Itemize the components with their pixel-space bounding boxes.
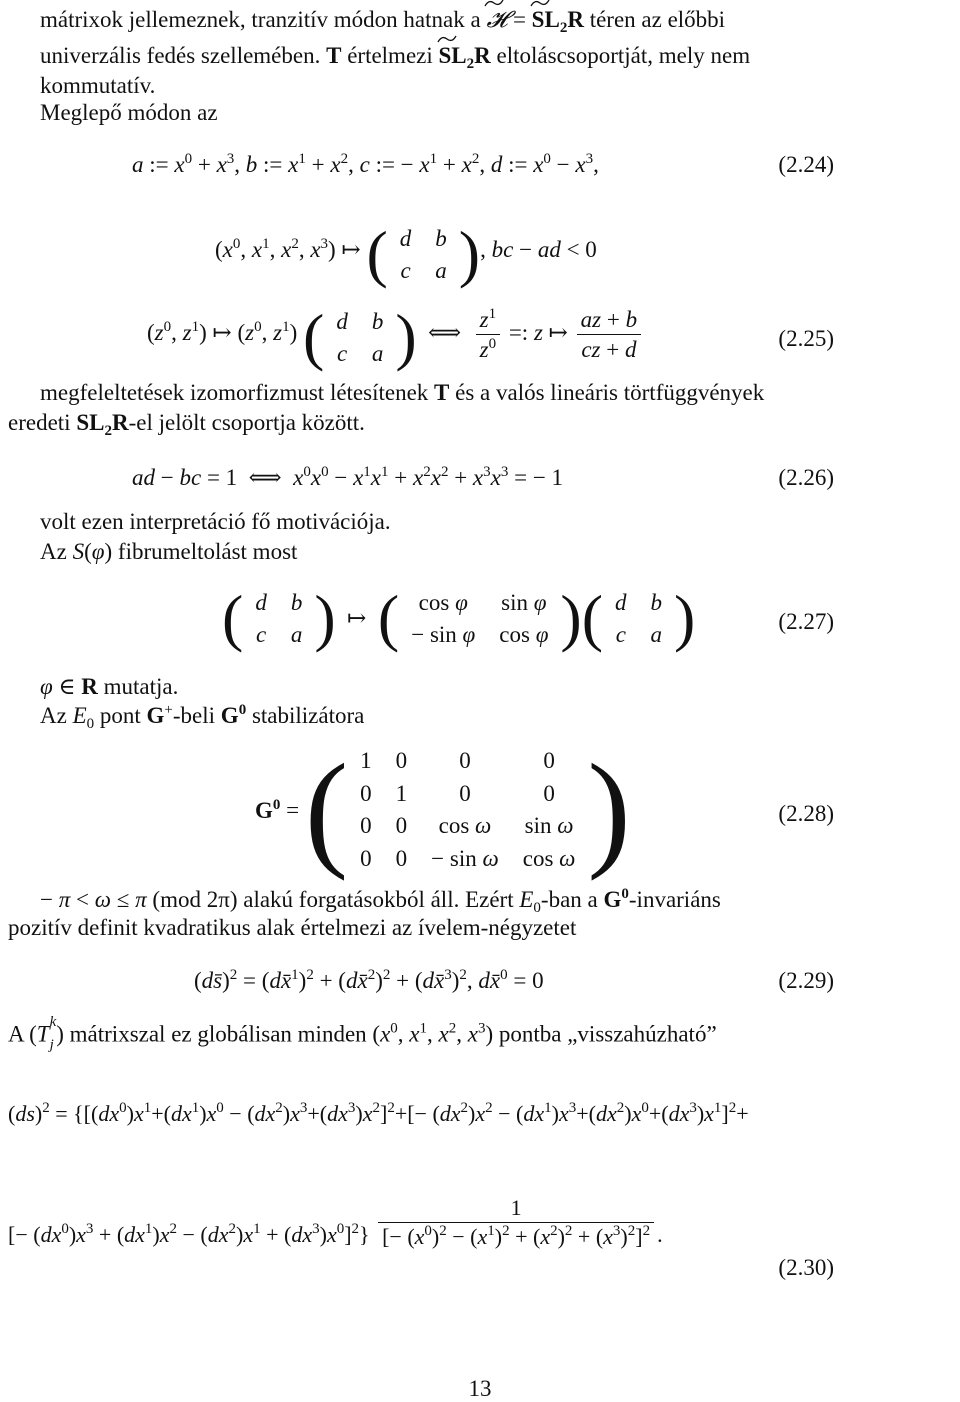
text: univerzális fedés szellemében. bbox=[40, 43, 321, 68]
text: pont bbox=[99, 703, 141, 728]
equation-map: ($x^0$, $x^1$, $x^2$, $x^3$) ↦ ( d b c a ) , bc − ad < 0 bbox=[215, 218, 597, 289]
text: téren az előbbi bbox=[589, 7, 726, 32]
text: Az bbox=[40, 539, 67, 564]
equation-2-29: (ds̄)$^2$ = (dx̄$^1$)$^2$ + (dx̄$^2$)$^2$ + (dx̄$^3$)$^2$, dx̄$^0$ = 0 bbox=[194, 967, 544, 993]
text: és a valós lineáris törtfüggvények bbox=[455, 380, 765, 405]
text: mátrixszal ez globálisan minden bbox=[69, 1021, 367, 1047]
text-line-12: pozitív definit kvadratikus alak értelmezi az ívelem-négyzetet bbox=[8, 915, 577, 940]
eq-number: (2.30) bbox=[778, 1255, 834, 1280]
equation-2-28: $G^0$ = ( 1 0 0 0 0 1 0 0 0 0 cos ω sin ω 0 0 − sin ω cos ω ) bbox=[255, 738, 631, 882]
text-line-8: Az S(φ) fibrumeltolást most bbox=[40, 539, 298, 564]
text: -ban a bbox=[540, 887, 598, 912]
eq-number: (2.28) bbox=[778, 801, 834, 826]
text: eltoláscsoportját, mely nem bbox=[496, 43, 751, 68]
text-line-3: kommutatív. bbox=[40, 73, 156, 98]
text: pontba „visszahúzható” bbox=[498, 1021, 717, 1047]
text: mátrixok jellemeznek, tranzitív módon hatnak a bbox=[40, 7, 481, 32]
text: értelmezi bbox=[347, 43, 433, 68]
text-line-4: Meglepő módon az bbox=[40, 100, 218, 125]
text-line-10: Az $E_0$ pont G+-beli $G^0$ stabilizátora bbox=[40, 702, 365, 732]
text-line-7: volt ezen interpretáció fő motivációja. bbox=[40, 509, 391, 534]
text: -el jelölt csoportja között. bbox=[128, 410, 365, 435]
equation-2-26: ad − bc = 1 ⟺ $x^0x^0 - x^1x^1 + x^2x^2 + x^3x^3$ = − 1 bbox=[132, 464, 564, 490]
text-line-9: φ ∈ R mutatja. bbox=[40, 674, 179, 699]
text: stabilizátora bbox=[251, 703, 365, 728]
equation-2-30-part1: $(ds)^2 = \{[(dx^0)x^1+(dx^1)x^0 - (dx^2)x^3+(dx^3)x^2]^2+[- (dx^2)x^2 - (dx^1)x^3+(dx^2)x^0+(dx^3)x^1]^2+$ bbox=[8, 1100, 749, 1126]
text: mutatja. bbox=[103, 674, 179, 699]
text: -invariáns bbox=[628, 887, 721, 912]
equation-2-24: a := $x^0 + x^3$, b := $x^1 + x^2$, c := − $x^1 + x^2$, d := $x^0 - x^3$, bbox=[132, 151, 599, 177]
text: eredeti bbox=[8, 410, 71, 435]
text: -beli bbox=[172, 703, 216, 728]
text-line-2: univerzális fedés szellemében. T értelmezi $SL_2R$ eltoláscsoportját, mely nem bbox=[40, 44, 750, 67]
text-line-13: A (T k j ) mátrixszal ez globálisan minden ($x^0$, $x^1$, $x^2$, $x^3$) pontba „visszahúzható” bbox=[8, 1014, 717, 1053]
eq-number: (2.29) bbox=[778, 968, 834, 993]
text: A bbox=[8, 1021, 24, 1047]
text: Az bbox=[40, 703, 67, 728]
mod: (mod 2π) bbox=[152, 887, 238, 912]
sl2r-tilde: $SL_2R$ bbox=[439, 44, 491, 67]
equation-2-25: ($z^0$, $z^1$) ↦ ($z^0$, $z^1$) ( d b c a ) ⟺ $\frac{z^1}{z^0}$ =: z ↦ $\frac{az + b}{cz + d}$ bbox=[147, 305, 644, 369]
text-line-6: eredeti $SL_2R-el$ jelölt csoportja között. bbox=[8, 410, 365, 439]
equation-2-30-part2: [− $(dx^0)x^3 + (dx^1)x^2 - (dx^2)x^1 + (dx^3)x^0]^2$} $\frac{1}{[- (x^0)^2 - (x^1)^2 + (x^2)^2 + (x^3)^2]^2}$ . bbox=[8, 1195, 663, 1249]
text-line-1: mátrixok jellemeznek, tranzitív módon hatnak a 𝓗 = $SL_2R$ téren az előbbi bbox=[40, 8, 725, 31]
text: alakú forgatásokból áll. Ezért bbox=[243, 887, 514, 912]
text: fibrumeltolást most bbox=[117, 539, 298, 564]
equation-2-27: ( d b c a ) ↦ ( cos φ sin φ − sin φ cos φ ) ( d b c a ) bbox=[222, 582, 696, 653]
eq-number: (2.25) bbox=[778, 326, 834, 351]
eq-number: (2.27) bbox=[778, 609, 834, 634]
sl2r-tilde: $SL_2R$ bbox=[532, 8, 584, 31]
eq-number: (2.24) bbox=[778, 152, 834, 177]
text-line-11: − π < ω ≤ π (mod 2π) alakú forgatásokból áll. Ezért $E_0$-ban a $G^0$-invariáns bbox=[40, 886, 721, 916]
page-number: 13 bbox=[468, 1376, 492, 1401]
text-line-5: megfeleltetések izomorfizmust létesítenek T és a valós lineáris törtfüggvények bbox=[40, 380, 765, 405]
text: megfeleltetések izomorfizmust létesítenek bbox=[40, 380, 429, 405]
eq-number: (2.26) bbox=[778, 465, 834, 490]
h-tilde: 𝓗 bbox=[486, 8, 507, 31]
